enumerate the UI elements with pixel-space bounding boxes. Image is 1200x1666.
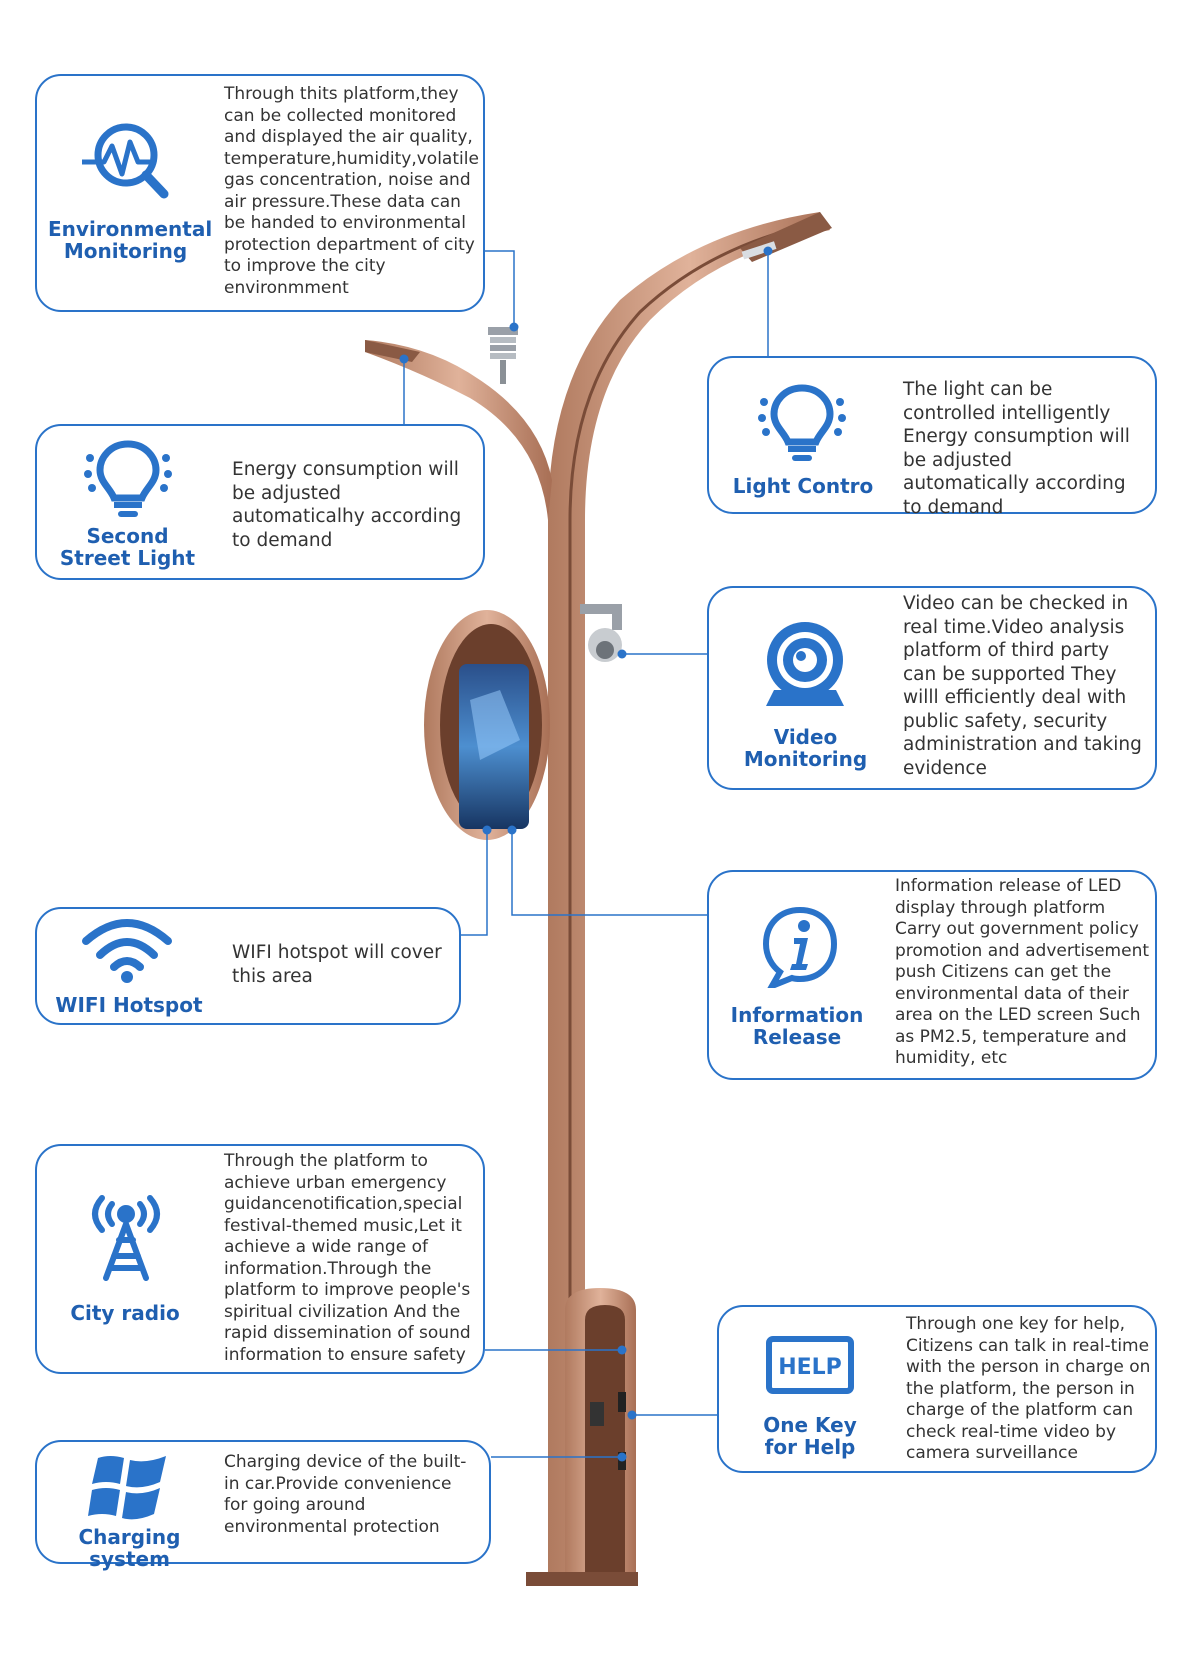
camera-device xyxy=(580,604,622,662)
card-title: Video Monitoring xyxy=(743,725,868,771)
card-description: Through thits platform,they can be collected monitored and displayed the air quality, temperature,humidity,volatile gas concentration, noise and air pressure.These data can be handed to environmental protection department of city to improve the city environmment xyxy=(224,84,479,298)
wifi-icon xyxy=(82,915,172,983)
card-description: The light can be controlled intelligently Energy consumption will be adjusted automatically according to demand xyxy=(903,379,1130,518)
card-description: Through the platform to achieve urban emergency guidancenotification,special festival-themed music,Let it achieve a wide range of information.Through the platform to improve people's spiritual civilization And the rapid dissemination of sound information to ensure safety xyxy=(224,1151,471,1365)
help-button-icon xyxy=(766,1336,854,1394)
env-sensor xyxy=(488,327,518,384)
card-description: Energy consumption will be adjusted automaticalhy according to demand xyxy=(232,459,462,551)
windows-logo-icon xyxy=(88,1450,170,1522)
card-description: Video can be checked in real time.Video analysis platform of third party can be supported They willl efficiently deal with public safety, security administration and taking evidence xyxy=(903,593,1142,779)
info-bubble-icon xyxy=(760,906,840,988)
help-icon-text: HELP xyxy=(778,1355,842,1380)
card-title: City radio xyxy=(70,1301,180,1325)
card-title: WIFI Hotspot xyxy=(55,993,203,1017)
magnifier-pulse-icon xyxy=(78,118,173,202)
lightbulb-icon xyxy=(758,378,846,464)
card-description: Charging device of the built-in car.Provide convenience for going around environmental protection xyxy=(224,1452,467,1537)
webcam-icon xyxy=(760,620,850,710)
card-title: One Key for Help xyxy=(763,1413,857,1459)
card-title: Charging system xyxy=(78,1525,181,1571)
card-description: WIFI hotspot will cover this area xyxy=(232,942,442,987)
pole-base xyxy=(526,1572,638,1586)
card-title: Second Street Light xyxy=(59,524,196,570)
card-title: Light Contro xyxy=(732,474,874,498)
radio-tower-icon xyxy=(82,1190,170,1282)
card-description: Information release of LED display through platform Carry out government policy promotion and advertisement push Citizens can get the environmental data of their area on the LED screen Such as PM2.5, temperature and humidity, etc xyxy=(895,876,1150,1068)
card-title: Information Release xyxy=(730,1003,864,1049)
card-description: Through one key for help, Citizens can talk in real-time with the person in charge on the platform, the person in charge of the platform can check real-time video by camera surveillance xyxy=(906,1314,1151,1463)
lightbulb-icon xyxy=(84,434,172,520)
card-title: Environmental Monitoring xyxy=(48,217,213,263)
